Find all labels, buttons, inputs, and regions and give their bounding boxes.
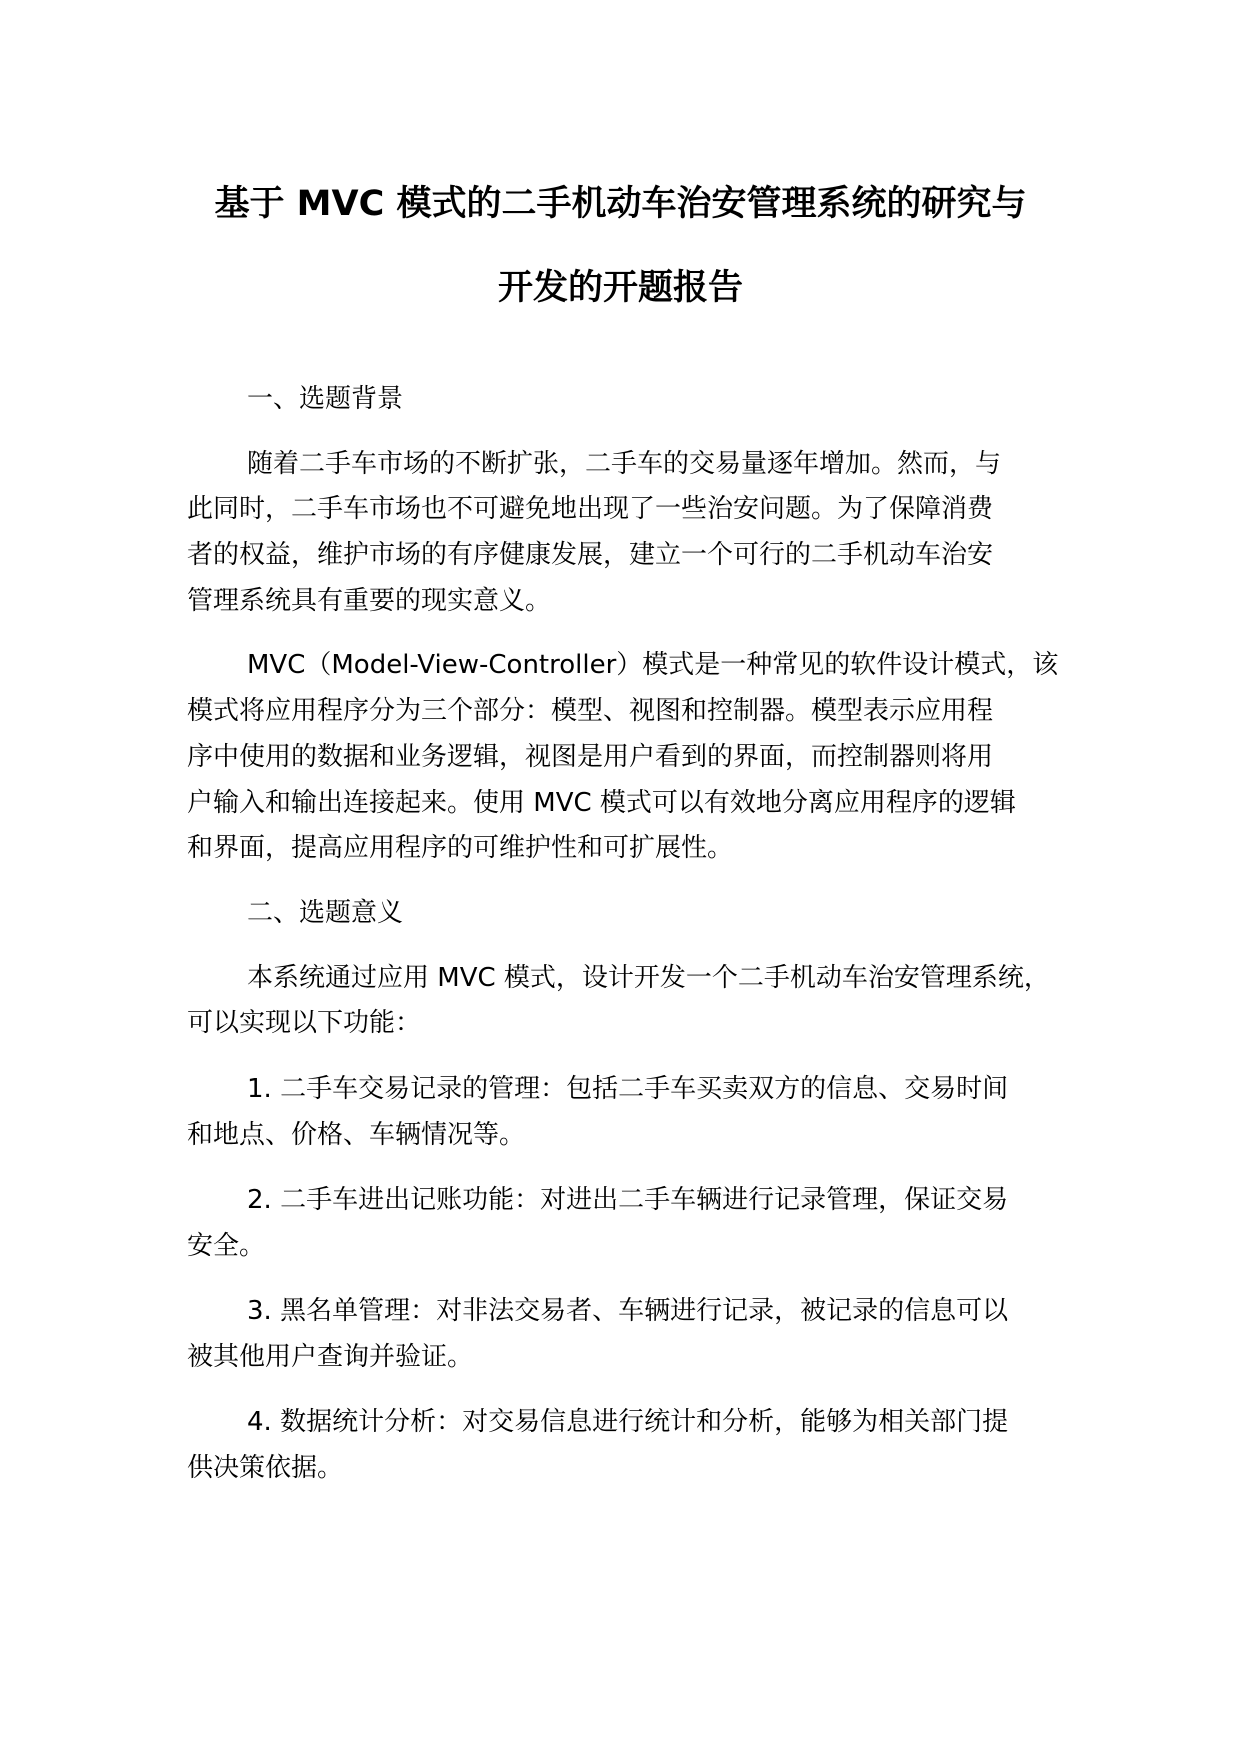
list-item-line: 4. 数据统计分析：对交易信息进行统计和分析，能够为相关部门提 [247,1407,1009,1437]
paragraph-line: 户输入和输出连接起来。使用 MVC 模式可以有效地分离应用程序的逻辑 [187,788,1016,818]
list-item-line: 和地点、价格、车辆情况等。 [187,1120,526,1150]
list-item-line: 2. 二手车进出记账功能：对进出二手车辆进行记录管理，保证交易 [247,1185,1009,1215]
list-item-line: 安全。 [187,1231,266,1261]
paragraph-line: 管理系统具有重要的现实意义。 [187,586,552,616]
paragraph-line: 可以实现以下功能： [187,1008,422,1038]
section-heading-significance: 二、选题意义 [247,898,404,928]
paragraph-line: 模式将应用程序分为三个部分：模型、视图和控制器。模型表示应用程 [187,696,994,726]
paragraph-line: 和界面，提高应用程序的可维护性和可扩展性。 [187,833,734,863]
paragraph-line: MVC（Model-View-Controller）模式是一种常见的软件设计模式，该 [247,650,1059,680]
paragraph-line: 序中使用的数据和业务逻辑，视图是用户看到的界面，而控制器则将用 [187,742,994,772]
paragraph-line: 此同时，二手车市场也不可避免地出现了一些治安问题。为了保障消费 [187,494,994,524]
list-item-line: 1. 二手车交易记录的管理：包括二手车买卖双方的信息、交易时间 [247,1074,1009,1104]
paragraph-line: 本系统通过应用 MVC 模式，设计开发一个二手机动车治安管理系统， [247,963,1050,993]
list-item-line: 3. 黑名单管理：对非法交易者、车辆进行记录，被记录的信息可以 [247,1296,1009,1326]
section-heading-background: 一、选题背景 [247,384,404,414]
paragraph-line: 随着二手车市场的不断扩张，二手车的交易量逐年增加。然而，与 [247,449,1002,479]
paragraph-line: 者的权益，维护市场的有序健康发展，建立一个可行的二手机动车治安 [187,540,994,570]
list-item-line: 供决策依据。 [187,1453,344,1483]
list-item-line: 被其他用户查询并验证。 [187,1342,474,1372]
document-title-line-2: 开发的开题报告 [497,268,743,308]
document-title-line-1: 基于 MVC 模式的二手机动车治安管理系统的研究与 [214,184,1027,224]
